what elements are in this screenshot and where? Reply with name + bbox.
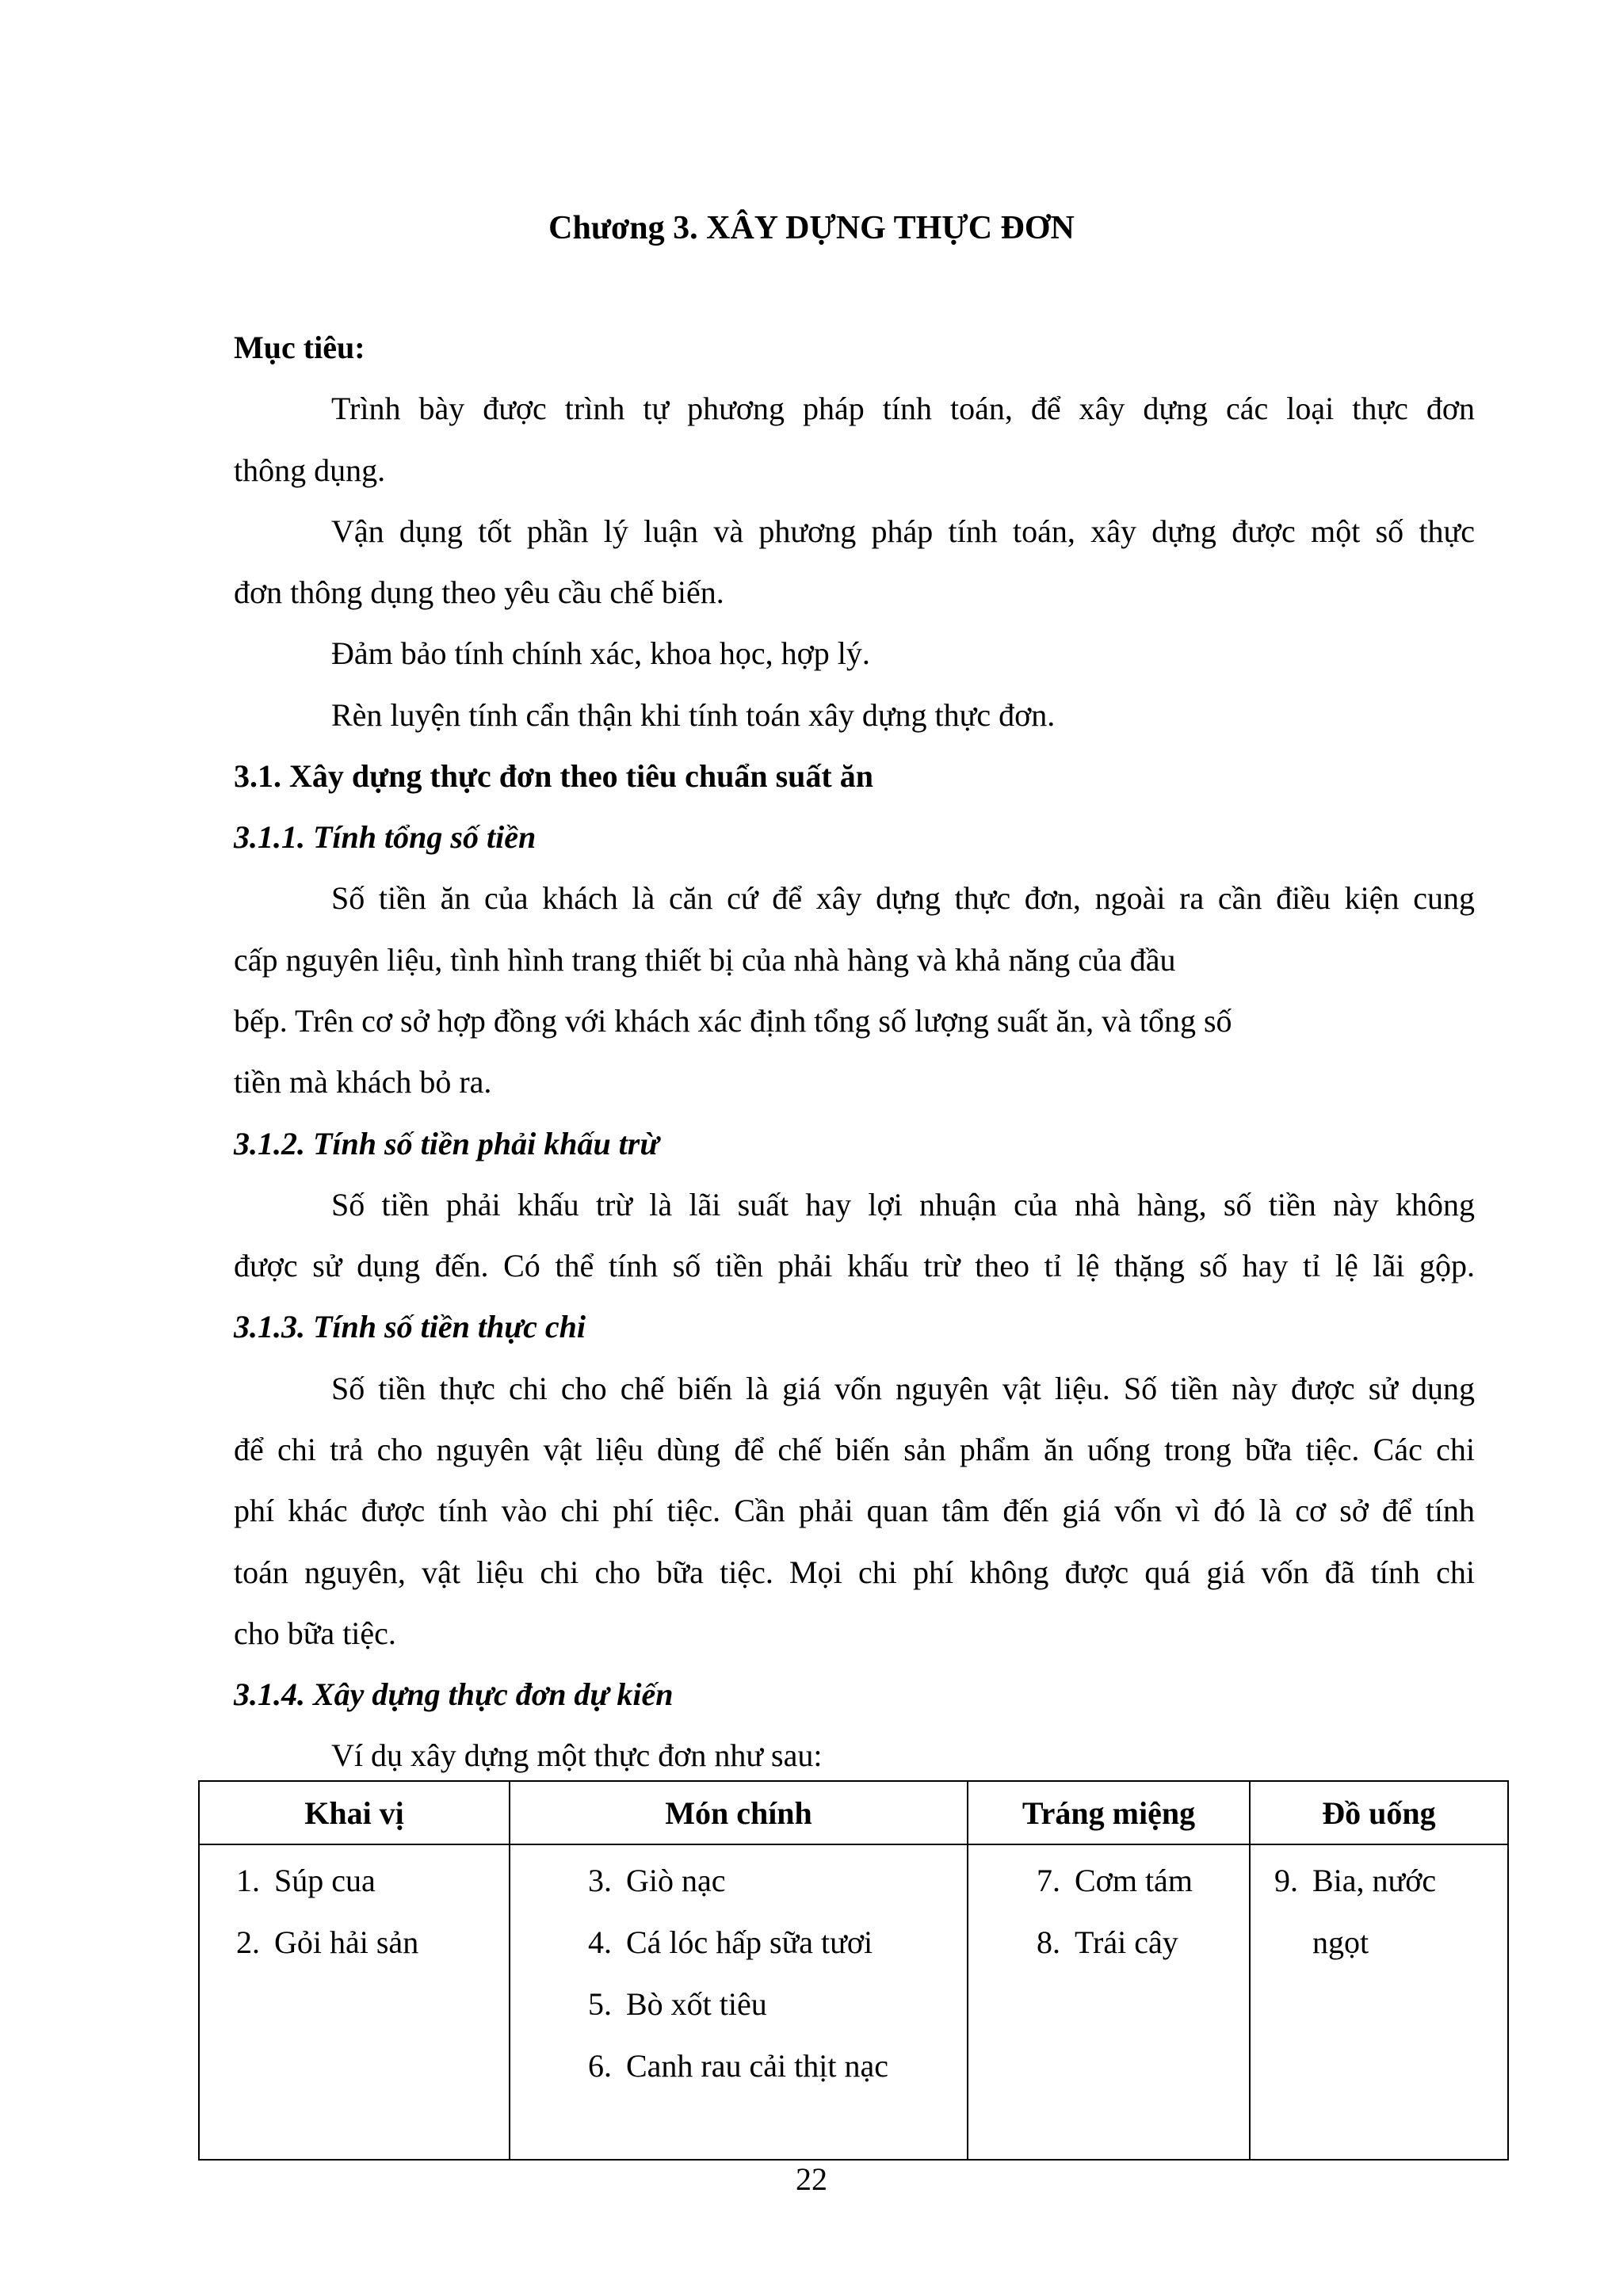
list-item (569, 1974, 967, 2035)
list-item (217, 1850, 509, 1912)
item-text: Canh rau cải thịt nạc (626, 2048, 888, 2084)
list-item (569, 2035, 967, 2097)
item-number: 3. (588, 1863, 612, 1898)
paragraph-line: bếp. Trên cơ sở hợp đồng với khách xác định tổng số lượng suất ăn, và tổng số (234, 1003, 1232, 1039)
item-number: 4. (588, 1924, 612, 1960)
paragraph-line: Ví dụ xây dựng một thực đơn như sau: (331, 1737, 823, 1773)
item-number: 5. (588, 1986, 612, 2022)
subsection-heading: 3.1.3. Tính số tiền thực chi (234, 1309, 586, 1344)
chapter-title: Chương 3. XÂY DỰNG THỰC ĐƠN (548, 210, 1075, 246)
list-item (569, 1912, 967, 1974)
subsection-heading: 3.1.4. Xây dựng thực đơn dự kiến (234, 1676, 674, 1712)
item-text: Trái cây (1075, 1924, 1178, 1960)
item-text: Gỏi hải sản (274, 1924, 419, 1960)
objectives-line: Đảm bảo tính chính xác, khoa học, hợp lý. (331, 635, 870, 671)
menu-table-row (199, 1844, 1508, 2160)
paragraph-line: phí khác được tính vào chi phí tiệc. Cần phải quan tâm đến giá vốn vì đó là cơ sở để tính (234, 1493, 1475, 1528)
objectives-line: thông dụng. (234, 452, 386, 488)
dessert-cell (968, 1844, 1250, 2160)
appetizer-cell (199, 1844, 510, 2160)
list-item (569, 1850, 967, 1912)
subsection-heading: 3.1.1. Tính tổng số tiền (234, 819, 537, 855)
item-text: Bia, nước (1312, 1863, 1437, 1898)
objectives-line: Vận dụng tốt phần lý luận và phương pháp tính toán, xây dựng được một số thực (331, 513, 1475, 549)
item-number: 9. (1274, 1863, 1298, 1898)
header-appetizer: Khai vị (199, 1781, 510, 1844)
paragraph-line: cấp nguyên liệu, tình hình trang thiết bị của nhà hàng và khả năng của đầu (234, 942, 1176, 978)
paragraph-line: được sử dụng đến. Có thể tính số tiền phải khấu trừ theo tỉ lệ thặng số hay tỉ lệ lãi gộp. (234, 1248, 1475, 1283)
item-text: Cá lóc hấp sữa tươi (626, 1924, 873, 1960)
drinks-cell (1250, 1844, 1508, 2160)
item-number: 2. (236, 1924, 260, 1960)
item-number: 1. (236, 1863, 260, 1898)
item-number: 7. (1037, 1863, 1060, 1898)
list-item (1255, 1912, 1507, 1974)
subsection-heading: 3.1.2. Tính số tiền phải khấu trừ (234, 1126, 659, 1161)
main-course-cell (510, 1844, 968, 2160)
paragraph-line: cho bữa tiệc. (234, 1615, 396, 1651)
objectives-line: Trình bày được trình tự phương pháp tính toán, để xây dựng các loại thực đơn (331, 391, 1475, 426)
header-main-course: Món chính (510, 1781, 968, 1844)
paragraph-line: toán nguyên, vật liệu chi cho bữa tiệc. Mọi chi phí không được quá giá vốn đã tính chi (234, 1554, 1475, 1590)
paragraph-line: Số tiền ăn của khách là căn cứ để xây dựng thực đơn, ngoài ra cần điều kiện cung (331, 880, 1475, 916)
paragraph-line: Số tiền thực chi cho chế biến là giá vốn nguyên vật liệu. Số tiền này được sử dụng (331, 1371, 1475, 1406)
item-number: 6. (588, 2048, 612, 2084)
paragraph-line: để chi trả cho nguyên vật liệu dùng để chế biến sản phẩm ăn uống trong bữa tiệc. Các chi (234, 1432, 1475, 1467)
objectives-line: đơn thông dụng theo yêu cầu chế biến. (234, 574, 724, 610)
list-item (217, 1912, 509, 1974)
list-item (1255, 1850, 1507, 1912)
list-item (1018, 1912, 1249, 1974)
objectives-heading: Mục tiêu: (234, 330, 365, 365)
item-number: 8. (1037, 1924, 1060, 1960)
menu-table-header-row (199, 1781, 1508, 1844)
item-text: Bò xốt tiêu (626, 1986, 767, 2022)
objectives-line: Rèn luyện tính cẩn thận khi tính toán xây dựng thực đơn. (331, 697, 1056, 733)
header-drinks: Đồ uống (1250, 1781, 1508, 1844)
item-text: Giò nạc (626, 1863, 726, 1898)
section-heading: 3.1. Xây dựng thực đơn theo tiêu chuẩn suất ăn (234, 758, 873, 794)
paragraph-line: Số tiền phải khấu trừ là lãi suất hay lợi nhuận của nhà hàng, số tiền này không (331, 1187, 1475, 1222)
item-text: Súp cua (274, 1863, 376, 1898)
item-text: ngọt (1312, 1924, 1369, 1960)
paragraph-line: tiền mà khách bỏ ra. (234, 1064, 492, 1100)
menu-table (198, 1780, 1509, 2161)
list-item (1018, 1850, 1249, 1912)
item-text: Cơm tám (1075, 1863, 1193, 1898)
page-number: 22 (796, 2161, 827, 2197)
header-dessert: Tráng miệng (968, 1781, 1250, 1844)
